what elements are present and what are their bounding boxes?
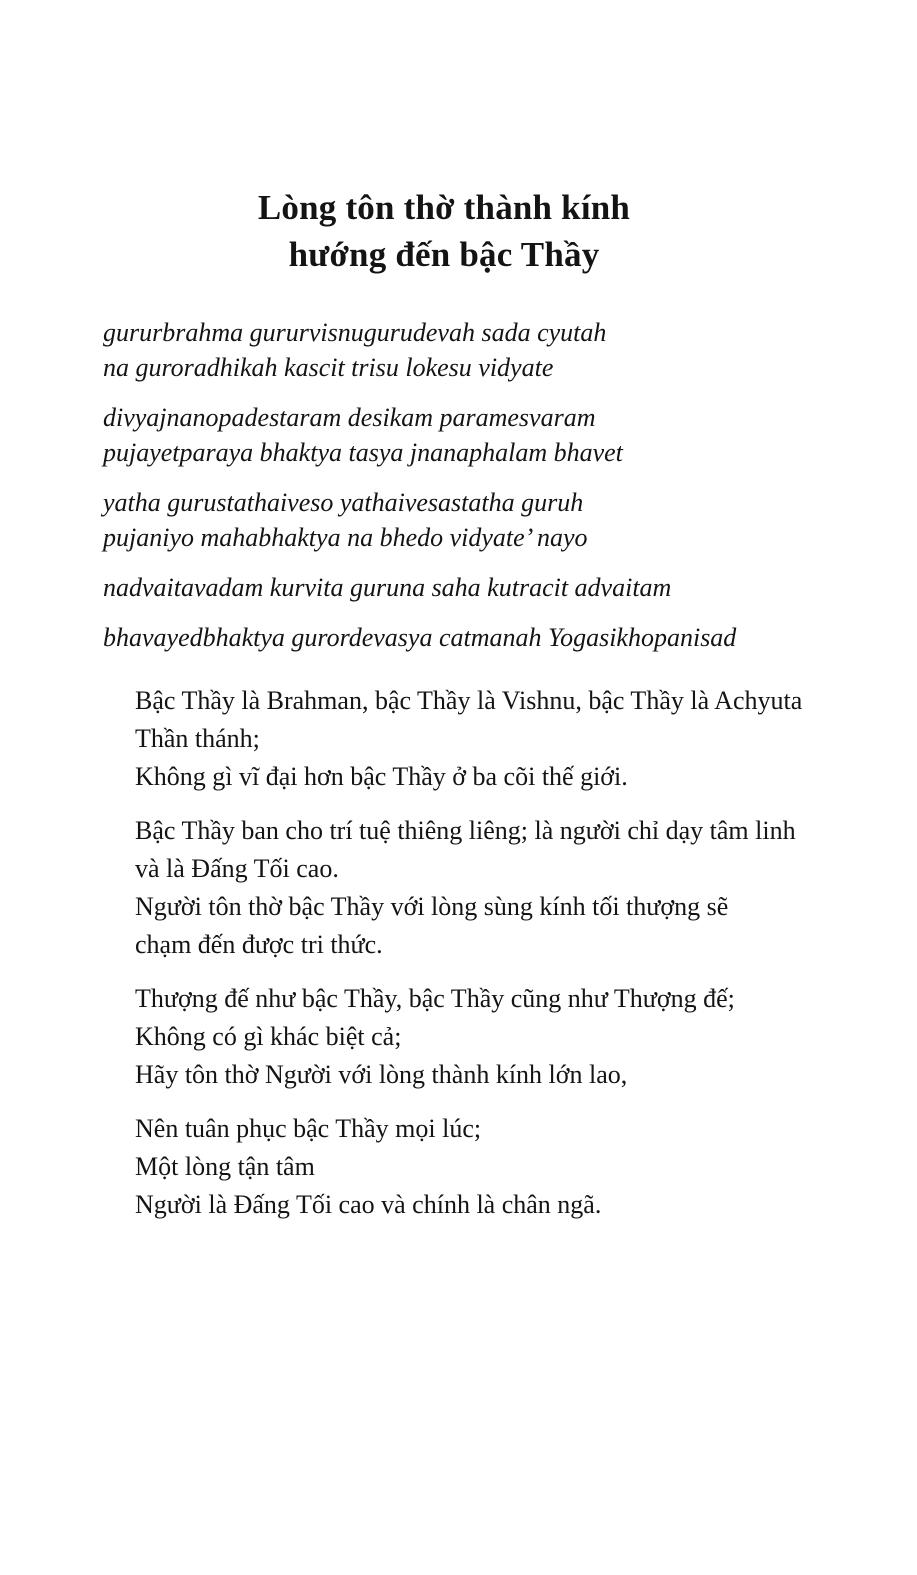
verse-stanza-4 bbox=[103, 570, 917, 605]
verse-line: divyajnanopadestaram desikam paramesvaram bbox=[103, 403, 596, 432]
verse-stanza-2 bbox=[103, 400, 917, 470]
translation-line: Không có gì khác biệt cả; bbox=[135, 1022, 402, 1051]
verse-line: pujaniyo mahabhaktya na bhedo vidyate’ nayo bbox=[103, 523, 588, 552]
translation-para-2 bbox=[135, 812, 917, 964]
translation-line: Nên tuân phục bậc Thầy mọi lúc; bbox=[135, 1114, 482, 1143]
translation-line: Bậc Thầy ban cho trí tuệ thiêng liêng; là người chỉ dạy tâm linh bbox=[135, 816, 796, 845]
translation-line: và là Đấng Tối cao. bbox=[135, 854, 339, 883]
verse-line: pujayetparaya bhaktya tasya jnanaphalam bhavet bbox=[103, 438, 623, 467]
book-page bbox=[0, 184, 917, 1575]
verse-line: nadvaitavadam kurvita guruna saha kutracit advaitam bbox=[103, 573, 672, 602]
translation-line: Thượng đế như bậc Thầy, bậc Thầy cũng như Thượng đế; bbox=[135, 984, 735, 1013]
translation-para-3 bbox=[135, 980, 917, 1094]
translation-line: Một lòng tận tâm bbox=[135, 1152, 315, 1181]
translation-line: Bậc Thầy là Brahman, bậc Thầy là Vishnu, bậc Thầy là Achyuta bbox=[135, 686, 803, 715]
verse-stanza-5 bbox=[103, 620, 917, 655]
translation-line: Thần thánh; bbox=[135, 724, 260, 753]
chapter-title bbox=[103, 184, 785, 278]
chapter-title-line-2: hướng đến bậc Thầy bbox=[288, 235, 600, 274]
sanskrit-verse-block bbox=[103, 315, 917, 655]
verse-stanza-3 bbox=[103, 485, 917, 555]
verse-stanza-1 bbox=[103, 315, 917, 385]
translation-line: Người là Đấng Tối cao và chính là chân ngã. bbox=[135, 1190, 602, 1219]
vietnamese-translation-block bbox=[135, 682, 917, 1224]
verse-line: na guroradhikah kascit trisu lokesu vidyate bbox=[103, 353, 554, 382]
translation-line: chạm đến được tri thức. bbox=[135, 930, 383, 959]
verse-line: bhavayedbhaktya gurordevasya catmanah Yogasikhopanisad bbox=[103, 623, 737, 652]
translation-line: Không gì vĩ đại hơn bậc Thầy ở ba cõi thế giới. bbox=[135, 762, 628, 791]
verse-line: yatha gurustathaiveso yathaivesastatha guruh bbox=[103, 488, 584, 517]
translation-para-4 bbox=[135, 1110, 917, 1224]
translation-line: Hãy tôn thờ Người với lòng thành kính lớn lao, bbox=[135, 1060, 628, 1089]
translation-line: Người tôn thờ bậc Thầy với lòng sùng kính tối thượng sẽ bbox=[135, 892, 729, 921]
verse-line: gururbrahma gururvisnugurudevah sada cyutah bbox=[103, 318, 607, 347]
chapter-title-line-1: Lòng tôn thờ thành kính bbox=[257, 188, 631, 227]
translation-para-1 bbox=[135, 682, 917, 796]
